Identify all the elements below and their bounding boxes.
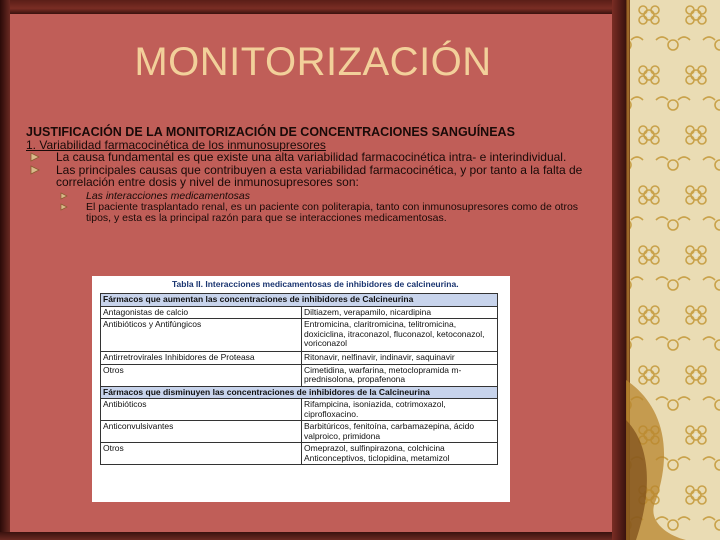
table-row — [101, 352, 498, 365]
drugs-cell: Cimetidina, warfarina, metoclopramida m-prednisolona, propafenona — [302, 364, 498, 386]
table-header-row — [101, 386, 498, 399]
floral-pattern-icon — [626, 0, 720, 540]
drugs-cell: Barbitúricos, fenitoína, carbamazepina, ácido valproico, primidona — [302, 421, 498, 443]
drug-group-cell: Antirretrovirales Inhibidores de Proteasa — [101, 352, 302, 365]
drug-group-cell: Otros — [101, 443, 302, 465]
sub-bullet-text: Las interacciones medicamentosas — [86, 189, 251, 202]
drug-group-cell: Anticonvulsivantes — [101, 421, 302, 443]
slide-title: MONITORIZACIÓN — [134, 40, 492, 84]
slide-content — [26, 126, 606, 224]
frame-top — [0, 0, 626, 14]
sub-bullet-item — [26, 202, 606, 224]
decorative-pattern-strip — [626, 0, 720, 540]
sub-bullet-icon — [60, 192, 68, 200]
section-heading: JUSTIFICACIÓN DE LA MONITORIZACIÓN DE CONCENTRACIONES SANGUÍNEAS — [26, 125, 515, 139]
drugs-cell: Omeprazol, sulfinpirazona, colchicina Anticonceptivos, ticlopidina, metamizol — [302, 443, 498, 465]
bullet-icon — [30, 165, 40, 175]
drugs-cell: Rifampicina, isoniazida, cotrimoxazol, ciprofloxacino. — [302, 399, 498, 421]
table-row — [101, 364, 498, 386]
bullet-item — [26, 164, 606, 189]
subheading: 1. Variabilidad farmacocinética de los inmunosupresores — [26, 137, 326, 152]
drugs-cell: Ritonavir, nelfinavir, indinavir, saquinavir — [302, 352, 498, 365]
table-header-cell: Fármacos que disminuyen las concentraciones de inhibidores de la Calcineurina — [101, 386, 498, 399]
drug-group-cell: Antibióticos — [101, 399, 302, 421]
sub-bullet-text: El paciente trasplantado renal, es un paciente con politerapia, tanto con inmunosupresores como de otros tipos, y esta es la principal razón para que se interacciones medicamentosas. — [86, 200, 579, 224]
drug-group-cell: Antagonistas de calcio — [101, 306, 302, 319]
table-header-row — [101, 294, 498, 307]
table-row — [101, 306, 498, 319]
drug-group-cell: Antibióticos y Antifúngicos — [101, 319, 302, 352]
table-caption: Tabla II. Interacciones medicamentosas de inhibidores de calcineurina. — [172, 279, 459, 289]
frame-bottom — [0, 532, 626, 540]
bullet-icon — [30, 152, 40, 162]
sub-bullet-icon — [60, 203, 68, 211]
interactions-table-image — [92, 276, 510, 502]
drugs-cell: Diltiazem, verapamilo, nicardipina — [302, 306, 498, 319]
bullet-text: La causa fundamental es que existe una alta variabilidad farmacocinética intra- e interindividual. — [56, 150, 567, 164]
table-header-cell: Fármacos que aumentan las concentraciones de inhibidores de Calcineurina — [101, 294, 498, 307]
table-row — [101, 319, 498, 352]
table-row — [101, 443, 498, 465]
drugs-cell: Entromicina, claritromicina, telitromicina, doxiciclina, itraconazol, fluconazol, ketoconazol, voriconazol — [302, 319, 498, 352]
table-row — [101, 421, 498, 443]
table-row — [101, 399, 498, 421]
bullet-text: Las principales causas que contribuyen a esta variabilidad farmacocinética, y por tanto a la falta de correlación entre dosis y nivel de inmunosupresores son: — [56, 162, 583, 189]
drug-group-cell: Otros — [101, 364, 302, 386]
interactions-table — [100, 293, 498, 465]
